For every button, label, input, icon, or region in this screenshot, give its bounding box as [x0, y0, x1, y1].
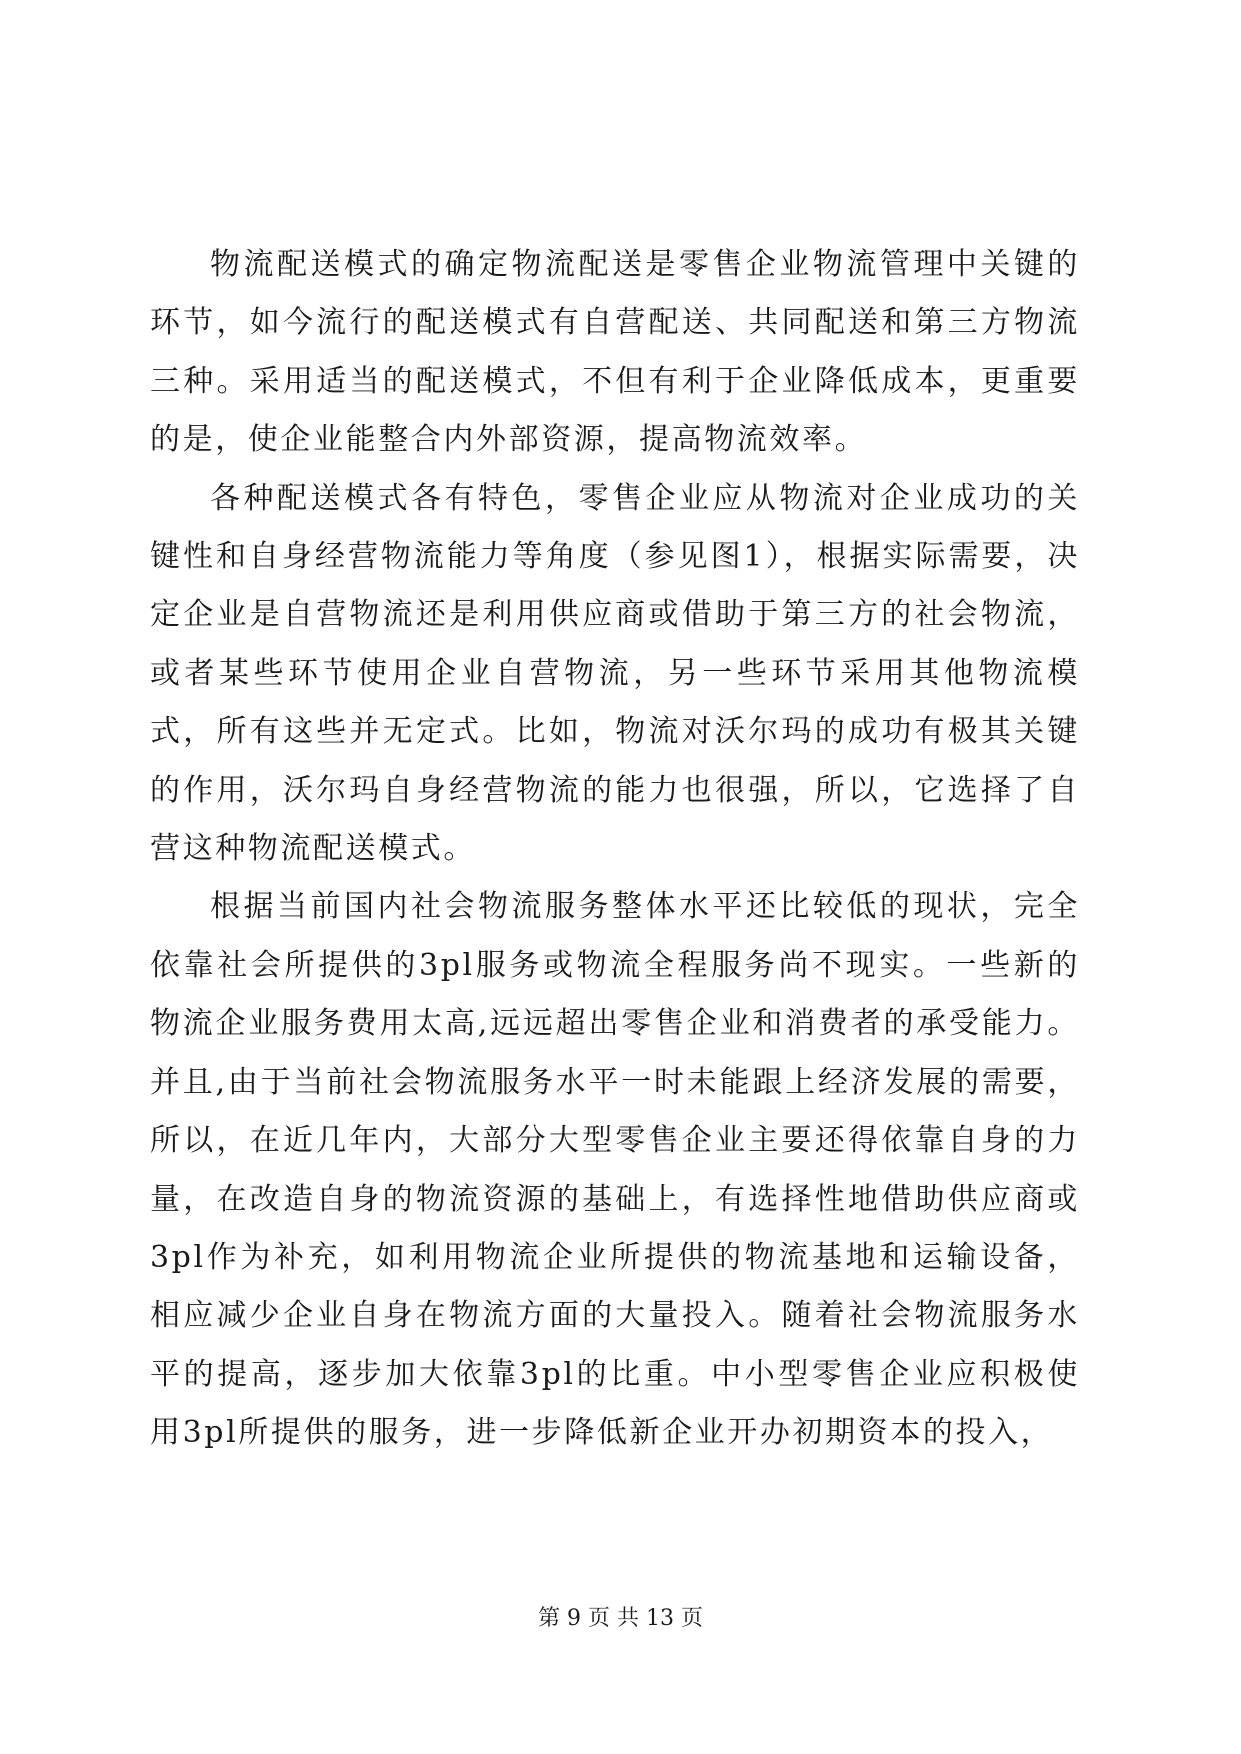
document-body [150, 236, 1080, 1463]
paragraph: 各种配送模式各有特色，零售企业应从物流对企业成功的关键性和自身经营物流能力等角度（参见图1），根据实际需要，决定企业是自营物流还是利用供应商或借助于第三方的社会物流，或者某些环节使用企业自营物流，另一些环节采用其他物流模式，所有这些并无定式。比如，物流对沃尔玛的成功有极其关键的作用，沃尔玛自身经营物流的能力也很强，所以，它选择了自营这种物流配送模式。 [150, 480, 1080, 867]
page-footer: 第 9 页 共 13 页 [538, 1606, 703, 1631]
paragraph: 物流配送模式的确定物流配送是零售企业物流管理中关键的环节，如今流行的配送模式有自营配送、共同配送和第三方物流三种。采用适当的配送模式，不但有利于企业降低成本，更重要的是，使企业能整合内外部资源，提高物流效率。 [150, 247, 1080, 458]
paragraph: 根据当前国内社会物流服务整体水平还比较低的现状，完全依靠社会所提供的3pl服务或物流全程服务尚不现实。一些新的物流企业服务费用太高,远远超出零售企业和消费者的承受能力。并且,由于当前社会物流服务水平一时未能跟上经济发展的需要，所以，在近几年内，大部分大型零售企业主要还得依靠自身的力量，在改造自身的物流资源的基础上，有选择性地借助供应商或3pl作为补充，如利用物流企业所提供的物流基地和运输设备，相应减少企业自身在物流方面的大量投入。随着社会物流服务水平的提高，逐步加大依靠3pl的比重。中小型零售企业应积极使用3pl所提供的服务，进一步降低新企业开办初期资本的投入， [150, 889, 1080, 1451]
